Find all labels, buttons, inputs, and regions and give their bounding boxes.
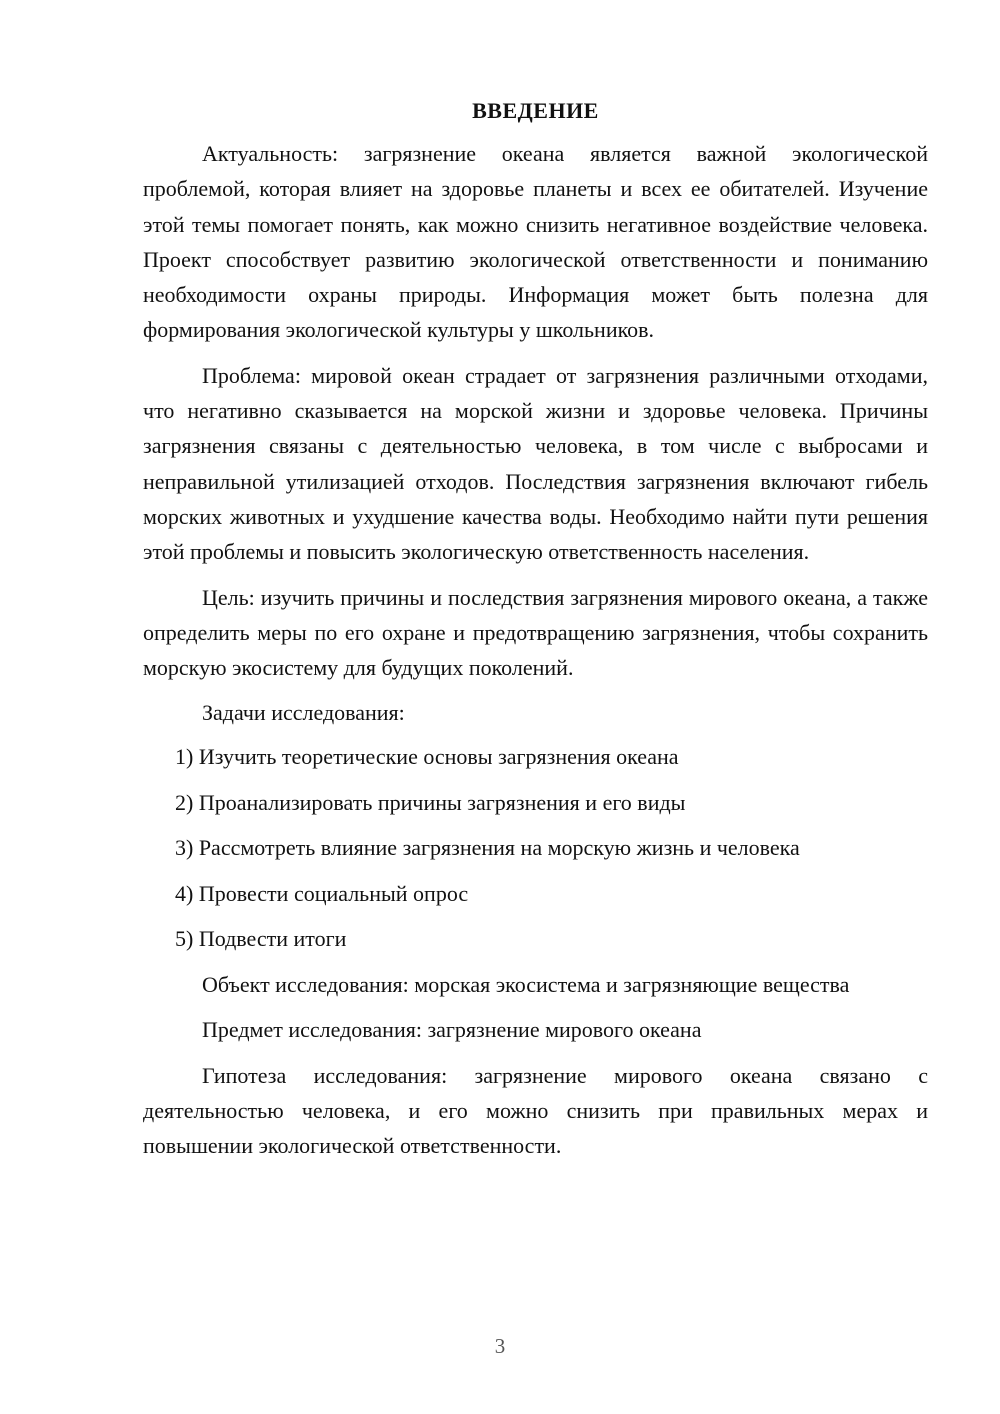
object-paragraph: Объект исследования: морская экосистема и загрязняющие вещества bbox=[202, 971, 850, 997]
problem-paragraph: Проблема: мировой океан страдает от загрязнения различными отходами, что негативно сказывается на морской жизни и здоровье человека. Причины загрязнения связаны с деятельностью человека, в том числе с выбросами и неправильной утилизацией отходов. Последствия загрязнения включают гибель морских животных и ухудшение качества воды. Необходимо найти пути решения этой проблемы и повысить экологическую ответственность населения. bbox=[143, 362, 928, 565]
page-number: 3 bbox=[494, 1334, 506, 1358]
hypothesis-paragraph: Гипотеза исследования: загрязнение мирового океана связано с деятельностью человека, и его можно снизить при правильных мерах и повышении экологической ответственности. bbox=[143, 1062, 928, 1159]
task-item: 4) Провести социальный опрос bbox=[175, 880, 469, 906]
goal-paragraph: Цель: изучить причины и последствия загрязнения мирового океана, а также определить меры по его охране и предотвращению загрязнения, чтобы сохранить морскую экосистему для будущих поколений. bbox=[143, 584, 928, 681]
relevance-paragraph: Актуальность: загрязнение океана является важной экологической проблемой, которая влияет на здоровье планеты и всех ее обитателей. Изучение этой темы помогает понять, как можно снизить негативное воздействие человека. Проект способствует развитию экологической ответственности и пониманию необходимости охраны природы. Информация может быть полезна для формирования экологической культуры у школьников. bbox=[143, 141, 928, 343]
section-title: ВВЕДЕНИЕ bbox=[472, 98, 599, 123]
page-content bbox=[143, 94, 928, 1173]
subject-paragraph: Предмет исследования: загрязнение мирового океана bbox=[202, 1017, 702, 1043]
task-item: 3) Рассмотреть влияние загрязнения на морскую жизнь и человека bbox=[175, 835, 800, 861]
task-list bbox=[143, 739, 928, 957]
task-item: 1) Изучить теоретические основы загрязнения океана bbox=[175, 744, 679, 770]
tasks-heading: Задачи исследования: bbox=[202, 700, 405, 726]
task-item: 2) Проанализировать причины загрязнения и его виды bbox=[175, 789, 686, 815]
task-item: 5) Подвести итоги bbox=[175, 926, 347, 952]
